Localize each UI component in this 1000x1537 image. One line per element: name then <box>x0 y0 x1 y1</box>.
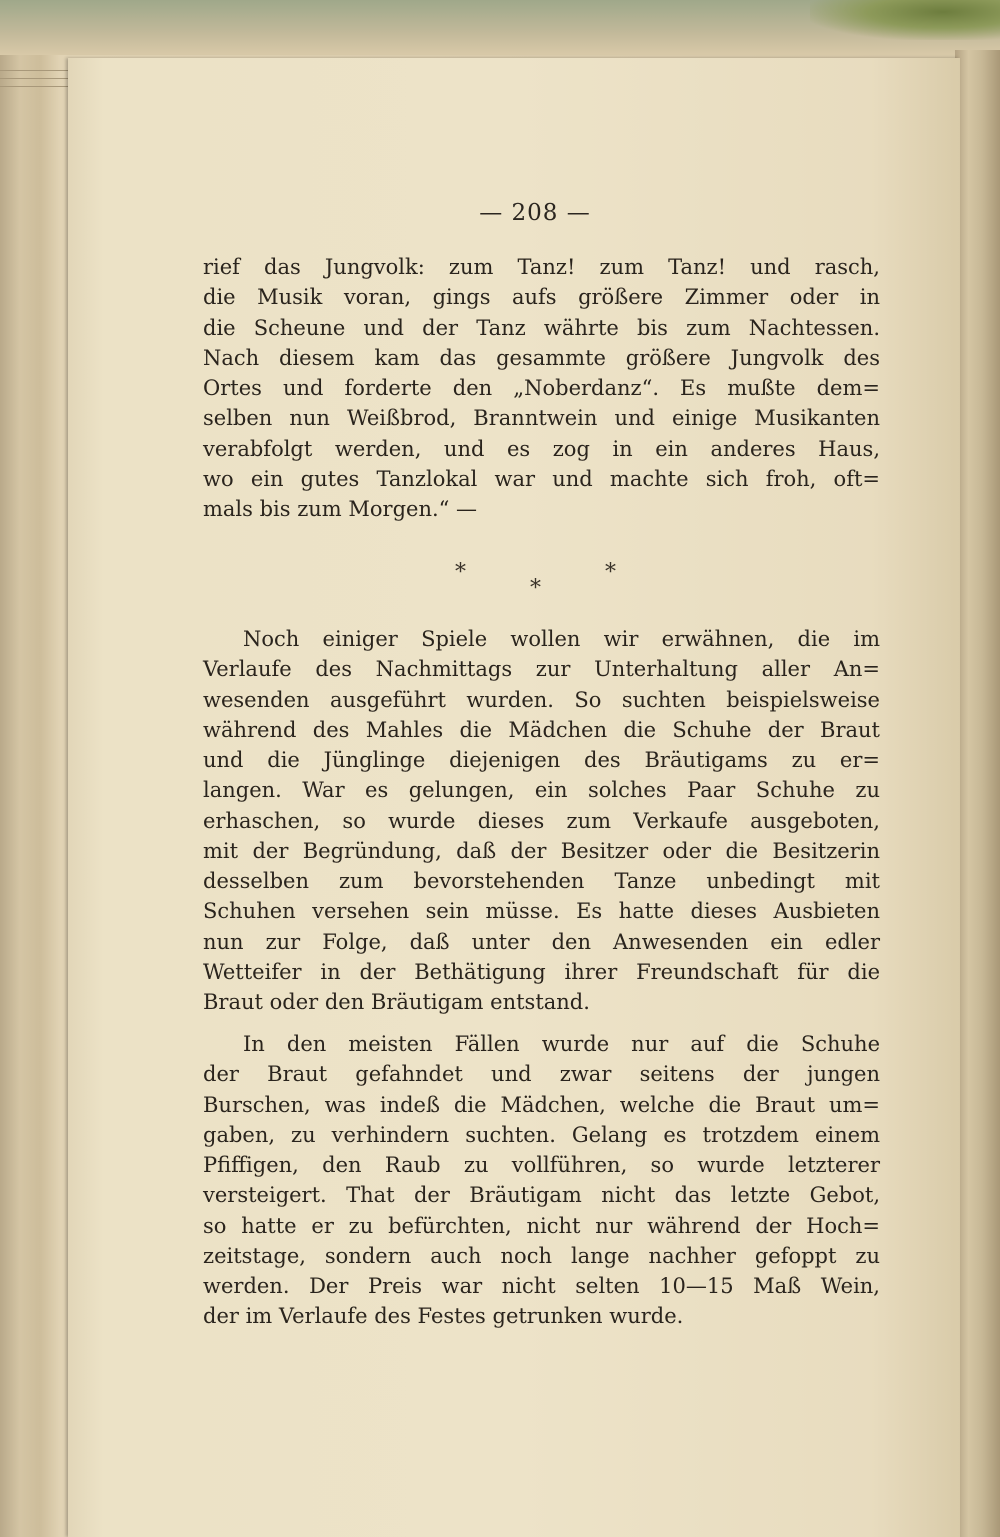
text-line: nun zur Folge, daß unter den Anwesenden ein edler <box>203 929 880 954</box>
text-line: wo ein gutes Tanzlokal war und machte sich froh, oft= <box>203 466 880 491</box>
paragraph-2 <box>203 624 880 1017</box>
cover-cloth <box>810 0 1000 40</box>
text-line: werden. Der Preis war nicht selten 10—15 Maß Wein, <box>203 1274 880 1298</box>
text-line: zeitstage, sondern auch noch lange nachher gefoppt zu <box>203 1243 880 1268</box>
paragraph-1 <box>203 252 880 524</box>
text-line: Nach diesem kam das gesammte größere Jungvolk des <box>203 345 880 370</box>
text-line: langen. War es gelungen, ein solches Paar Schuhe zu <box>203 778 880 803</box>
text-line: versteigert. That der Bräutigam nicht das letzte Gebot, <box>203 1183 880 1208</box>
section-separator <box>420 560 660 620</box>
separator-star: * <box>455 560 466 585</box>
text-line: die Scheune und der Tanz währte bis zum Nachtessen. <box>203 315 880 340</box>
text-line: Wetteifer in der Bethätigung ihrer Freundschaft für die <box>203 959 880 984</box>
text-line: wesenden ausgeführt wurden. So suchten beispielsweise <box>203 687 880 712</box>
text-line: Pfiffigen, den Raub zu vollführen, so wurde letzterer <box>203 1153 880 1177</box>
text-line: Burschen, was indeß die Mädchen, welche die Braut um= <box>203 1092 880 1117</box>
page-stack-line <box>0 70 70 71</box>
text-line: erhaschen, so wurde dieses zum Verkaufe ausgeboten, <box>203 808 880 833</box>
text-line: In den meisten Fällen wurde nur auf die Schuhe <box>243 1032 880 1056</box>
text-line: der Braut gefahndet und zwar seitens der jungen <box>203 1062 880 1087</box>
page-stack-line <box>0 86 70 87</box>
text-line: selben nun Weißbrod, Branntwein und einige Musikanten <box>203 406 880 431</box>
text-line: Noch einiger Spiele wollen wir erwähnen, die im <box>243 627 880 651</box>
text-line: und die Jünglinge diejenigen des Bräutigams zu er= <box>203 748 880 772</box>
text-line: während des Mahles die Mädchen die Schuhe der Braut <box>203 717 880 742</box>
separator-star: * <box>530 576 541 601</box>
text-line: Schuhen versehen sein müsse. Es hatte dieses Ausbieten <box>203 899 880 924</box>
text-line: die Musik voran, gings aufs größere Zimmer oder in <box>203 285 880 310</box>
text-line: der im Verlaufe des Festes getrunken wurde. <box>203 1304 684 1329</box>
text-line: desselben zum bevorstehenden Tanze unbedingt mit <box>203 869 880 893</box>
book-right-edge <box>955 50 1000 1537</box>
text-line: rief das Jungvolk: zum Tanz! zum Tanz! und rasch, <box>203 255 880 279</box>
page-number: — 208 — <box>479 200 591 226</box>
paragraph-3 <box>203 1029 880 1332</box>
text-line: verabfolgt werden, und es zog in ein anderes Haus, <box>203 436 880 461</box>
text-line: Ortes und forderte den „Noberdanz“. Es mußte dem= <box>203 376 880 400</box>
text-line: mals bis zum Morgen.“ — <box>203 497 478 521</box>
page-stack-line <box>0 78 70 79</box>
text-line: gaben, zu verhindern suchten. Gelang es trotzdem einem <box>203 1122 880 1147</box>
text-line: mit der Begründung, daß der Besitzer oder die Besitzerin <box>203 838 880 863</box>
separator-star: * <box>605 560 616 585</box>
text-line: Verlaufe des Nachmittags zur Unterhaltung aller An= <box>203 657 880 682</box>
text-line: so hatte er zu befürchten, nicht nur während der Hoch= <box>203 1213 880 1238</box>
text-line: Braut oder den Bräutigam entstand. <box>203 990 590 1014</box>
